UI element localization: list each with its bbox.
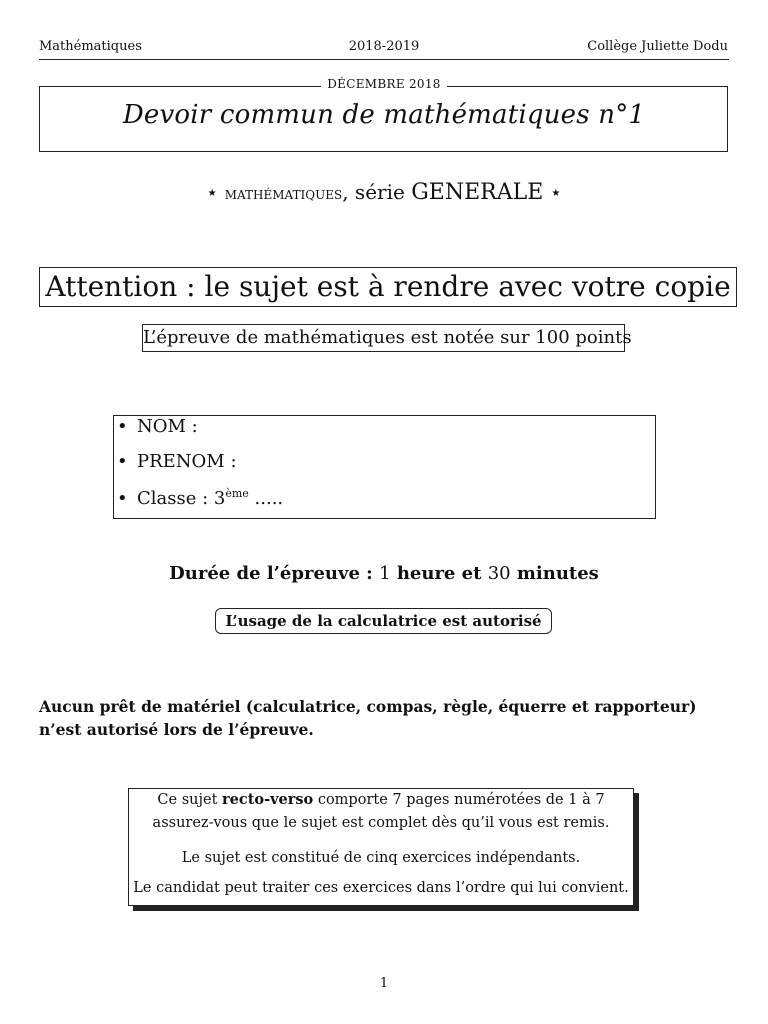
instructions-line-3: Le sujet est constitué de cinq exercices indépendants. [181,850,581,866]
series-mid: , série [342,180,412,204]
running-header-left: Mathématiques [39,39,142,54]
bullet-icon: • [117,451,128,472]
exam-duration: Durée de l’épreuve : 1 heure et 30 minutes [169,563,599,584]
calculator-note: L’usage de la calculatrice est autorisé [215,608,552,634]
exam-title: Devoir commun de mathématiques n°1 [122,100,646,130]
instructions-line-4: Le candidat peut traiter ces exercices dans l’ordre qui lui convient. [133,880,629,896]
instructions-box [128,788,634,906]
attention-banner: Attention : le sujet est à rendre avec votre copie [39,267,737,307]
star-icon: ⋆ [549,180,563,204]
bullet-icon: • [117,488,128,509]
subject-label: mathématiques [224,184,343,204]
instructions-line-1: Ce sujet recto-verso comporte 7 pages numérotées de 1 à 7 [157,791,605,808]
bullet-icon: • [117,416,128,437]
running-header-center: 2018-2019 [348,39,420,54]
series-line [0,180,768,205]
instructions-line-2: assurez-vous que le sujet est complet dès qu’il vous est remis. [152,815,610,831]
running-header-right: Collège Juliette Dodu [587,39,728,54]
classe-field: • Classe : 3ème ..... [117,487,284,509]
exam-date: DÉCEMBRE 2018 [0,77,768,91]
header-rule [39,59,729,60]
nom-field: • NOM : [117,416,198,437]
star-icon: ⋆ [205,180,219,204]
series-name: GENERALE [411,180,544,205]
page-number: 1 [379,976,389,991]
points-box: L’épreuve de mathématiques est notée sur 100 points [142,324,625,352]
prenom-field: • PRENOM : [117,451,237,472]
material-notice: Aucun prêt de matériel (calculatrice, compas, règle, équerre et rapporteur) n’est autorisé lors de l’épreuve. [39,697,697,739]
